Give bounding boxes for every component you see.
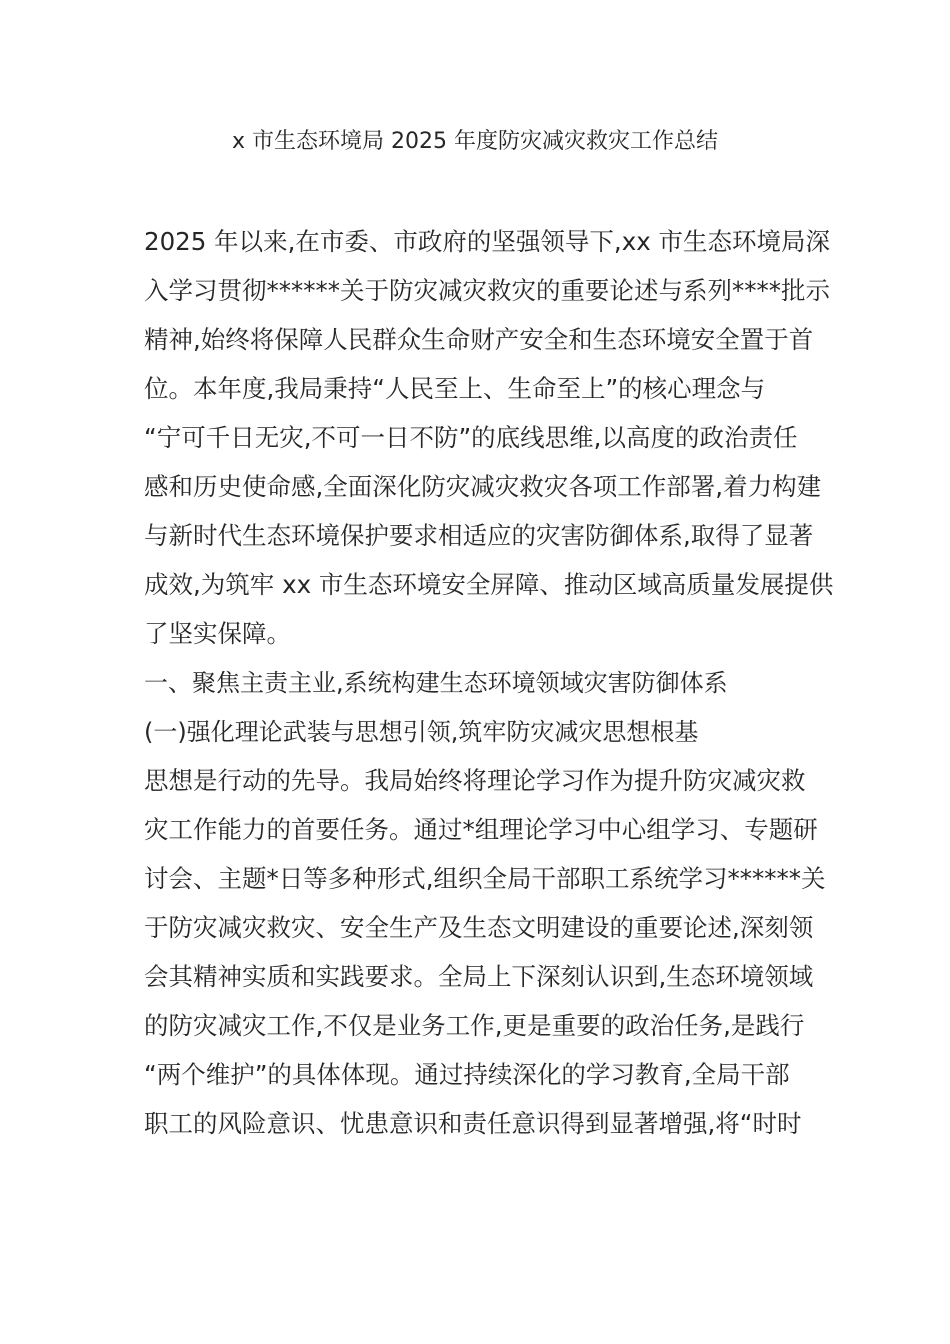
section-paragraph-line: 灾工作能力的首要任务。通过*组理论学习中心组学习、专题研 xyxy=(144,815,818,844)
section-paragraph-line: 会其精神实质和实践要求。全局上下深刻认识到,生态环境领域 xyxy=(144,962,814,991)
intro-paragraph-line: 感和历史使命感,全面深化防灾减灾救灾各项工作部署,着力构建 xyxy=(144,472,822,501)
section-paragraph-line: 的防灾减灾工作,不仅是业务工作,更是重要的政治任务,是践行 xyxy=(144,1011,805,1040)
section-paragraph-line: 职工的风险意识、忧患意识和责任意识得到显著增强,将“时时 xyxy=(144,1109,802,1138)
intro-paragraph-line: 位。本年度,我局秉持“人民至上、生命至上”的核心理念与 xyxy=(144,374,766,403)
intro-paragraph-line: “宁可千日无灾,不可一日不防”的底线思维,以高度的政治责任 xyxy=(144,423,798,452)
section-paragraph-line: 讨会、主题*日等多种形式,组织全局干部职工系统学习******关 xyxy=(144,864,826,893)
section-paragraph-line: 思想是行动的先导。我局始终将理论学习作为提升防灾减灾救 xyxy=(144,766,806,795)
intro-paragraph-line: 与新时代生态环境保护要求相适应的灾害防御体系,取得了显著 xyxy=(144,521,814,550)
intro-paragraph-line: 了坚实保障。 xyxy=(144,619,291,648)
intro-paragraph-line: 2025 年以来,在市委、市政府的坚强领导下,xx 市生态环境局深 xyxy=(144,227,830,256)
document-title: x 市生态环境局 2025 年度防灾减灾救灾工作总结 xyxy=(232,129,718,154)
document-body xyxy=(144,222,834,1153)
section-heading-1: 一、聚焦主责主业,系统构建生态环境领域灾害防御体系 xyxy=(144,669,728,697)
section-paragraph-line: 于防灾减灾救灾、安全生产及生态文明建设的重要论述,深刻领 xyxy=(144,913,814,942)
subsection-heading-1-1: (一)强化理论武装与思想引领,筑牢防灾减灾思想根基 xyxy=(144,718,699,746)
intro-paragraph-line: 入学习贯彻******关于防灾减灾救灾的重要论述与系列****批示 xyxy=(144,276,830,305)
intro-paragraph-line: 精神,始终将保障人民群众生命财产安全和生态环境安全置于首 xyxy=(144,325,814,354)
section-paragraph-line: “两个维护”的具体体现。通过持续深化的学习教育,全局干部 xyxy=(144,1060,790,1089)
intro-paragraph-line: 成效,为筑牢 xx 市生态环境安全屏障、推动区域高质量发展提供 xyxy=(144,570,834,599)
